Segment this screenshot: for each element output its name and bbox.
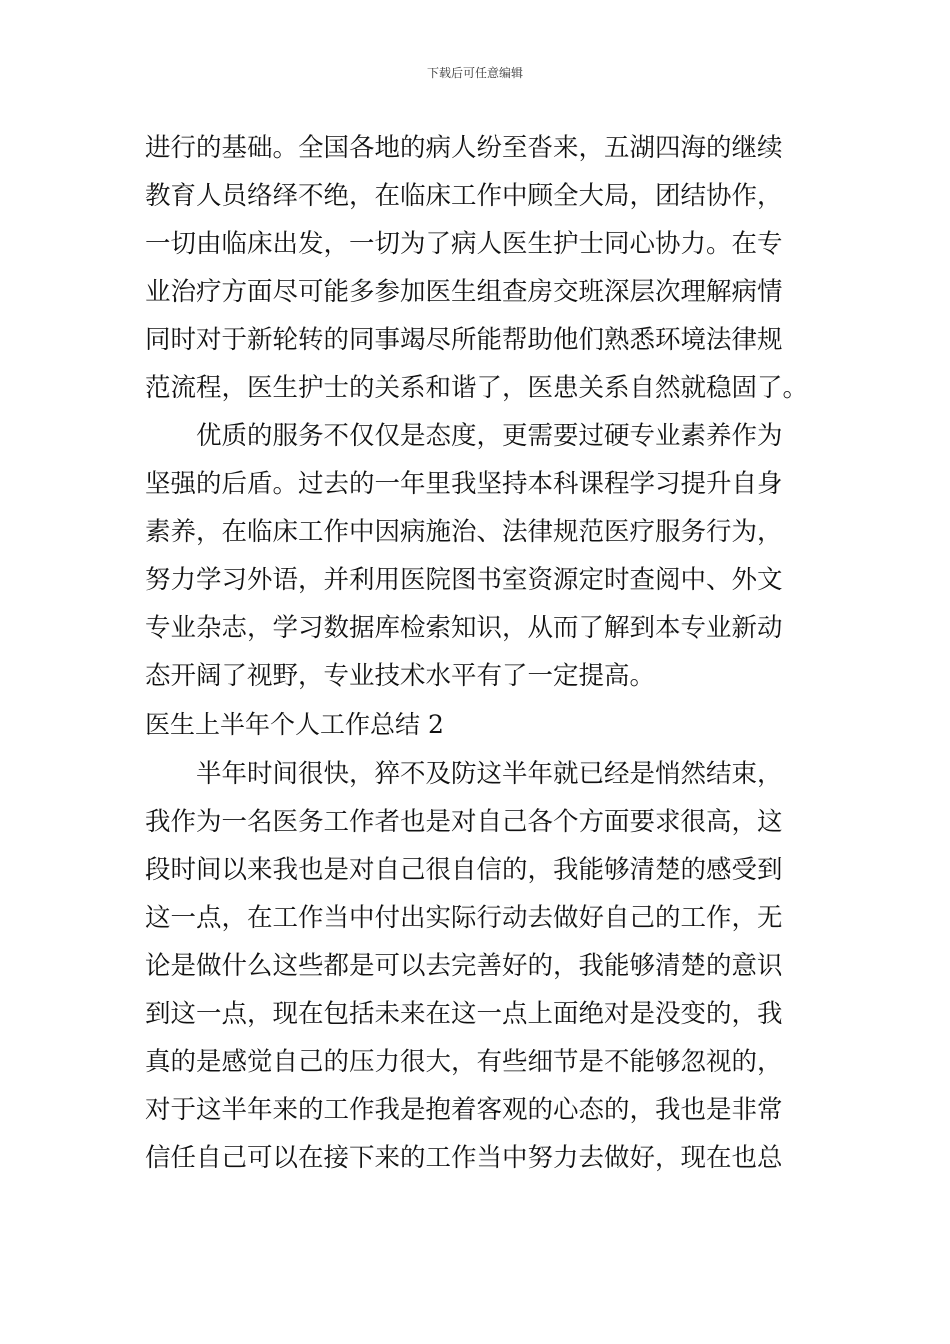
text-line: 同时对于新轮转的同事竭尽所能帮助他们熟悉环境法律规 [145, 325, 783, 355]
text-line: 专业杂志，学习数据库检索知识，从而了解到本专业新动 [145, 613, 783, 643]
text-line: 努力学习外语，并利用医院图书室资源定时查阅中、外文 [145, 565, 783, 595]
page-header: 下载后可任意编辑 [426, 66, 523, 80]
text-line: 一切由临床出发，一切为了病人医生护士同心协力。在专 [145, 229, 783, 259]
text-line: 这一点，在工作当中付出实际行动去做好自己的工作，无 [145, 903, 783, 933]
text-line: 进行的基础。全国各地的病人纷至沓来，五湖四海的继续 [145, 133, 783, 163]
text-line: 论是做什么这些都是可以去完善好的，我能够清楚的意识 [145, 951, 783, 981]
text-line: 段时间以来我也是对自己很自信的，我能够清楚的感受到 [145, 855, 783, 885]
text-line: 态开阔了视野，专业技术水平有了一定提高。 [145, 661, 656, 691]
text-line: 我作为一名医务工作者也是对自己各个方面要求很高，这 [145, 807, 783, 837]
text-line: 业治疗方面尽可能多参加医生组查房交班深层次理解病情 [145, 277, 783, 307]
paragraph-3 [145, 750, 810, 1182]
document-body [145, 124, 810, 1182]
text-line: 范流程，医生护士的关系和谐了，医患关系自然就稳固了。 [145, 373, 809, 403]
text-line: 到这一点，现在包括未来在这一点上面绝对是没变的，我 [145, 999, 783, 1029]
text-line: 对于这半年来的工作我是抱着客观的心态的，我也是非常 [145, 1095, 783, 1125]
text-line: 素养，在临床工作中因病施治、法律规范医疗服务行为， [145, 517, 783, 547]
text-line: 信任自己可以在接下来的工作当中努力去做好，现在也总 [145, 1143, 783, 1173]
text-line: 优质的服务不仅仅是态度，更需要过硬专业素养作为 [145, 421, 783, 451]
paragraph-1 [145, 124, 810, 412]
text-line: 坚强的后盾。过去的一年里我坚持本科课程学习提升自身 [145, 469, 783, 499]
paragraph-2 [145, 412, 810, 700]
text-line: 半年时间很快，猝不及防这半年就已经是悄然结束， [145, 759, 783, 789]
section-heading: 医生上半年个人工作总结 2 [145, 710, 444, 739]
text-line: 真的是感觉自己的压力很大，有些细节是不能够忽视的， [145, 1047, 783, 1077]
text-line: 教育人员络绎不绝，在临床工作中顾全大局，团结协作， [145, 181, 783, 211]
